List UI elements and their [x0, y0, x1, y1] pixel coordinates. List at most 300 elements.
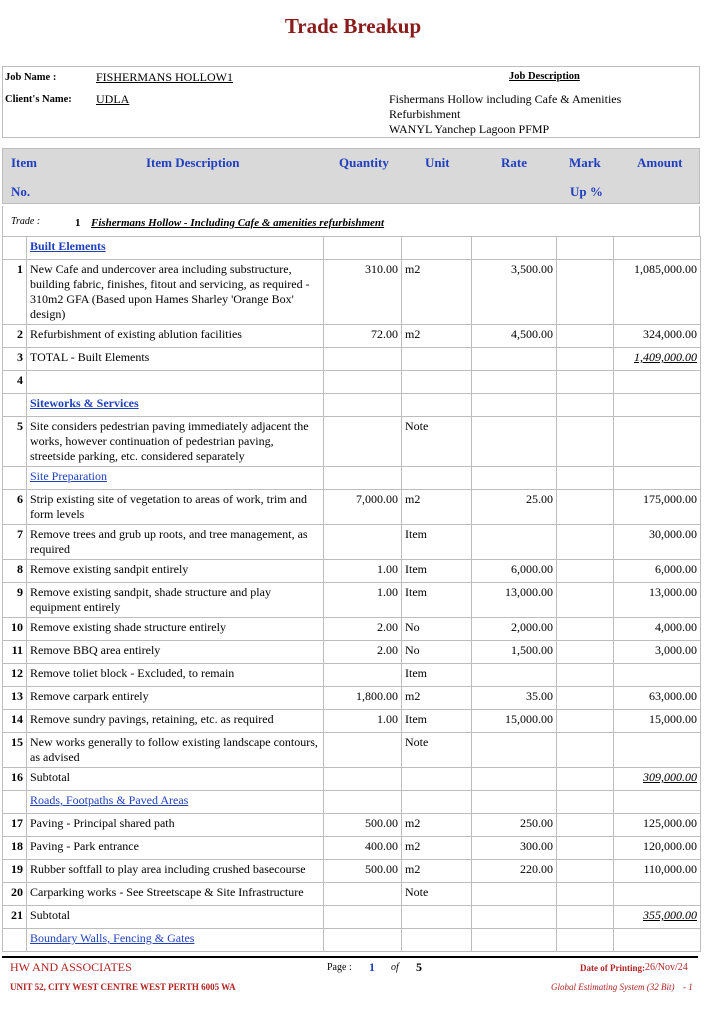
item-no-cell [3, 618, 27, 641]
rate-cell-text: 25.00 [526, 492, 553, 506]
rate-cell-text: 2,000.00 [511, 620, 553, 634]
quantity-cell [324, 733, 402, 768]
item-description-cell [27, 583, 324, 618]
unit-cell [402, 837, 472, 860]
section-heading-text: Built Elements [30, 239, 106, 253]
quantity-cell [324, 560, 402, 583]
item-no-cell [3, 525, 27, 560]
empty-cell [472, 791, 557, 814]
empty-cell [614, 237, 701, 260]
amount-cell [614, 490, 701, 525]
rate-cell-text: 1,500.00 [511, 643, 553, 657]
job-description-line: WANYL Yanchep Lagoon PFMP [389, 122, 550, 136]
quantity-cell-text: 500.00 [365, 862, 398, 876]
markup-cell [557, 525, 614, 560]
markup-cell [557, 583, 614, 618]
item-no-cell-text: 16 [11, 770, 23, 784]
unit-cell-text: Note [405, 735, 429, 749]
amount-cell [614, 733, 701, 768]
amount-cell [614, 618, 701, 641]
item-no-cell [3, 791, 27, 814]
unit-cell [402, 525, 472, 560]
quantity-cell-text: 310.00 [365, 262, 398, 276]
item-no-cell-text: 15 [11, 735, 23, 749]
unit-cell [402, 325, 472, 348]
item-no-cell-text: 20 [11, 885, 23, 899]
rate-cell [472, 814, 557, 837]
empty-cell [402, 929, 472, 952]
footer-system: Global Estimating System (32 Bit) [551, 982, 675, 992]
section-row [3, 791, 701, 814]
unit-cell [402, 260, 472, 325]
markup-cell [557, 417, 614, 467]
empty-cell [402, 394, 472, 417]
quantity-cell [324, 687, 402, 710]
quantity-cell-text: 1,800.00 [356, 689, 398, 703]
empty-cell [472, 929, 557, 952]
item-no-cell [3, 417, 27, 467]
markup-cell [557, 641, 614, 664]
markup-cell [557, 325, 614, 348]
footer-system-suffix: - 1 [683, 982, 693, 992]
item-description-cell-text: Remove toliet block - Excluded, to remain [30, 666, 235, 680]
rate-cell-text: 3,500.00 [511, 262, 553, 276]
item-description-cell-text: Remove sundry pavings, retaining, etc. as required [30, 712, 274, 726]
header-mark: Mark [569, 155, 601, 170]
item-description-cell-text: Subtotal [30, 770, 71, 784]
item-description-cell [27, 348, 324, 371]
amount-cell-text: 175,000.00 [643, 492, 697, 506]
footer-print-date: 26/Nov/24 [645, 962, 688, 973]
item-description-cell-text: Subtotal [30, 908, 71, 922]
amount-cell [614, 525, 701, 560]
unit-cell-text: Item [405, 585, 427, 599]
item-description-cell [27, 641, 324, 664]
quantity-cell-text: 1.00 [377, 712, 398, 726]
unit-cell-text: Item [405, 712, 427, 726]
item-description-cell [27, 260, 324, 325]
job-name-value: FISHERMANS HOLLOW1 [96, 70, 234, 84]
rate-cell [472, 860, 557, 883]
item-no-cell-text: 9 [17, 585, 23, 599]
section-row [3, 467, 701, 490]
markup-cell [557, 560, 614, 583]
amount-cell [614, 260, 701, 325]
item-no-cell-text: 14 [11, 712, 23, 726]
footer-rule [2, 956, 698, 958]
rate-cell [472, 641, 557, 664]
item-no-cell-text: 13 [11, 689, 23, 703]
quantity-cell-text: 1.00 [377, 585, 398, 599]
rate-cell-text: 15,000.00 [505, 712, 553, 726]
amount-cell [614, 664, 701, 687]
footer-page-total: 5 [416, 960, 422, 974]
empty-cell [557, 929, 614, 952]
table-row [3, 525, 701, 560]
job-name-label: Job Name : [5, 72, 57, 83]
unit-cell [402, 641, 472, 664]
unit-cell [402, 860, 472, 883]
unit-cell [402, 417, 472, 467]
markup-cell [557, 618, 614, 641]
header-item: Item [11, 155, 37, 170]
quantity-cell-text: 7,000.00 [356, 492, 398, 506]
item-no-cell [3, 237, 27, 260]
footer-company: HW AND ASSOCIATES [10, 960, 132, 974]
item-description-cell [27, 618, 324, 641]
item-no-cell-text: 4 [17, 373, 23, 387]
item-description-cell-text: Remove BBQ area entirely [30, 643, 161, 657]
amount-cell [614, 348, 701, 371]
unit-cell-text: m2 [405, 862, 421, 876]
markup-cell [557, 260, 614, 325]
amount-cell-text: 309,000.00 [643, 770, 697, 784]
item-description-cell-text: Paving - Principal shared path [30, 816, 175, 830]
markup-cell [557, 687, 614, 710]
amount-cell [614, 560, 701, 583]
markup-cell [557, 664, 614, 687]
rate-cell [472, 325, 557, 348]
item-no-cell [3, 560, 27, 583]
markup-cell [557, 490, 614, 525]
item-no-cell-text: 17 [11, 816, 23, 830]
header-item-no: No. [11, 184, 31, 199]
rate-cell [472, 560, 557, 583]
amount-cell [614, 371, 701, 394]
amount-cell-text: 4,000.00 [655, 620, 697, 634]
item-no-cell [3, 371, 27, 394]
quantity-cell [324, 490, 402, 525]
unit-cell-text: No [405, 620, 420, 634]
item-description-cell-text: Carparking works - See Streetscape & Site Infrastructure [30, 885, 304, 899]
item-no-cell [3, 664, 27, 687]
subsection-heading-text: Site Preparation [30, 469, 107, 483]
markup-cell [557, 371, 614, 394]
amount-cell-text: 120,000.00 [643, 839, 697, 853]
unit-cell-text: m2 [405, 492, 421, 506]
empty-cell [557, 467, 614, 490]
rate-cell [472, 768, 557, 791]
rate-cell-text: 4,500.00 [511, 327, 553, 341]
markup-cell [557, 348, 614, 371]
quantity-cell [324, 348, 402, 371]
item-description-cell-text: Remove carpark entirely [30, 689, 149, 703]
item-description-cell-text: Strip existing site of vegetation to areas of work, trim and form levels [30, 492, 307, 521]
item-no-cell [3, 710, 27, 733]
unit-cell [402, 687, 472, 710]
markup-cell [557, 814, 614, 837]
amount-cell-text: 1,085,000.00 [634, 262, 697, 276]
quantity-cell-text: 72.00 [371, 327, 398, 341]
client-name-value: UDLA [96, 92, 130, 106]
amount-cell [614, 883, 701, 906]
item-description-cell-text: Remove existing shade structure entirely [30, 620, 226, 634]
empty-cell [557, 237, 614, 260]
quantity-cell [324, 583, 402, 618]
quantity-cell [324, 906, 402, 929]
quantity-cell [324, 618, 402, 641]
item-no-cell-text: 7 [17, 527, 23, 541]
item-description-cell [27, 883, 324, 906]
quantity-cell [324, 525, 402, 560]
table-row [3, 641, 701, 664]
job-description [389, 92, 621, 137]
unit-cell [402, 733, 472, 768]
table-row [3, 490, 701, 525]
section-row [3, 929, 701, 952]
trade-heading [2, 206, 700, 236]
trade-items-body [3, 237, 701, 952]
subsection-heading [27, 467, 324, 490]
quantity-cell [324, 641, 402, 664]
item-no-cell [3, 325, 27, 348]
amount-cell [614, 583, 701, 618]
item-no-cell [3, 260, 27, 325]
item-no-cell-text: 11 [11, 643, 23, 657]
item-no-cell [3, 814, 27, 837]
unit-cell [402, 664, 472, 687]
item-no-cell [3, 860, 27, 883]
rate-cell [472, 733, 557, 768]
rate-cell-text: 220.00 [520, 862, 553, 876]
rate-cell-text: 6,000.00 [511, 562, 553, 576]
quantity-cell-text: 500.00 [365, 816, 398, 830]
empty-cell [402, 791, 472, 814]
table-row [3, 260, 701, 325]
item-no-cell [3, 490, 27, 525]
markup-cell [557, 710, 614, 733]
empty-cell [472, 237, 557, 260]
item-no-cell [3, 348, 27, 371]
markup-cell [557, 768, 614, 791]
trade-items-table [2, 236, 701, 952]
item-description-cell-text: New Cafe and undercover area including substructure, building fabric, finishes, fitout and servicing, as required - 310m2 GFA (Based upon Hames Sharley 'Orange Box' design) [30, 262, 310, 321]
quantity-cell [324, 768, 402, 791]
item-description-cell-text: Rubber softfall to play area including crushed basecourse [30, 862, 306, 876]
item-no-cell [3, 583, 27, 618]
markup-cell [557, 733, 614, 768]
table-row [3, 883, 701, 906]
rate-cell [472, 348, 557, 371]
amount-cell-text: 63,000.00 [649, 689, 697, 703]
amount-cell-text: 355,000.00 [643, 908, 697, 922]
item-description-cell [27, 417, 324, 467]
job-info-box [2, 66, 700, 138]
item-no-cell [3, 883, 27, 906]
amount-cell [614, 814, 701, 837]
section-heading-text: Siteworks & Services [30, 396, 139, 410]
item-description-cell-text: Remove trees and grub up roots, and tree management, as required [30, 527, 308, 556]
amount-cell-text: 3,000.00 [655, 643, 697, 657]
item-no-cell-text: 6 [17, 492, 23, 506]
quantity-cell [324, 371, 402, 394]
section-heading [27, 394, 324, 417]
footer-print-label: Date of Printing: [580, 963, 645, 973]
empty-cell [402, 467, 472, 490]
rate-cell [472, 490, 557, 525]
item-no-cell [3, 394, 27, 417]
unit-cell [402, 583, 472, 618]
unit-cell-text: m2 [405, 262, 421, 276]
rate-cell [472, 710, 557, 733]
item-description-cell-text: TOTAL - Built Elements [30, 350, 150, 364]
rate-cell [472, 417, 557, 467]
rate-cell [472, 883, 557, 906]
table-row [3, 664, 701, 687]
unit-cell [402, 710, 472, 733]
section-row [3, 237, 701, 260]
amount-cell-text: 13,000.00 [649, 585, 697, 599]
subsection-heading-text: Boundary Walls, Fencing & Gates [30, 931, 195, 945]
unit-cell [402, 768, 472, 791]
table-row [3, 837, 701, 860]
amount-cell [614, 768, 701, 791]
amount-cell-text: 1,409,000.00 [634, 350, 697, 364]
table-row [3, 417, 701, 467]
unit-cell-text: Note [405, 419, 429, 433]
item-description-cell [27, 710, 324, 733]
amount-cell [614, 837, 701, 860]
table-row [3, 325, 701, 348]
empty-cell [614, 467, 701, 490]
item-no-cell-text: 1 [17, 262, 23, 276]
unit-cell [402, 560, 472, 583]
rate-cell [472, 687, 557, 710]
item-no-cell-text: 12 [11, 666, 23, 680]
item-description-cell [27, 733, 324, 768]
footer-address: UNIT 52, CITY WEST CENTRE WEST PERTH 6005 WA [10, 982, 236, 992]
header-amount: Amount [637, 155, 683, 170]
table-row [3, 348, 701, 371]
rate-cell [472, 664, 557, 687]
unit-cell [402, 906, 472, 929]
unit-cell-text: m2 [405, 327, 421, 341]
section-row [3, 394, 701, 417]
amount-cell [614, 710, 701, 733]
item-no-cell-text: 5 [17, 419, 23, 433]
client-name-label: Client's Name: [5, 94, 72, 105]
table-row [3, 583, 701, 618]
quantity-cell [324, 710, 402, 733]
quantity-cell-text: 2.00 [377, 620, 398, 634]
rate-cell [472, 618, 557, 641]
rate-cell-text: 250.00 [520, 816, 553, 830]
item-description-cell-text: Site considers pedestrian paving immediately adjacent the works, however continuation of pedestrian paving, streetside parking, etc. considered separately [30, 419, 309, 463]
item-description-cell [27, 906, 324, 929]
amount-cell [614, 325, 701, 348]
unit-cell-text: m2 [405, 839, 421, 853]
rate-cell [472, 525, 557, 560]
item-description-cell [27, 837, 324, 860]
rate-cell [472, 583, 557, 618]
unit-cell-text: m2 [405, 689, 421, 703]
table-row [3, 371, 701, 394]
item-no-cell [3, 929, 27, 952]
item-no-cell-text: 3 [17, 350, 23, 364]
table-row [3, 618, 701, 641]
rate-cell [472, 837, 557, 860]
table-row [3, 710, 701, 733]
subsection-heading [27, 929, 324, 952]
amount-cell-text: 110,000.00 [643, 862, 697, 876]
amount-cell-text: 15,000.00 [649, 712, 697, 726]
table-row [3, 814, 701, 837]
unit-cell [402, 371, 472, 394]
quantity-cell-text: 2.00 [377, 643, 398, 657]
empty-cell [614, 791, 701, 814]
subsection-heading-text: Roads, Footpaths & Paved Areas [30, 793, 189, 807]
amount-cell [614, 417, 701, 467]
quantity-cell [324, 325, 402, 348]
empty-cell [472, 394, 557, 417]
amount-cell [614, 641, 701, 664]
item-description-cell-text: Refurbishment of existing ablution facilities [30, 327, 242, 341]
item-no-cell [3, 641, 27, 664]
unit-cell [402, 618, 472, 641]
table-row [3, 906, 701, 929]
quantity-cell [324, 837, 402, 860]
amount-cell-text: 324,000.00 [643, 327, 697, 341]
item-description-cell [27, 814, 324, 837]
amount-cell-text: 6,000.00 [655, 562, 697, 576]
unit-cell [402, 490, 472, 525]
markup-cell [557, 837, 614, 860]
item-description-cell-text: Remove existing sandpit entirely [30, 562, 189, 576]
amount-cell-text: 125,000.00 [643, 816, 697, 830]
item-no-cell-text: 19 [11, 862, 23, 876]
item-description-cell-text: Paving - Park entrance [30, 839, 139, 853]
unit-cell [402, 883, 472, 906]
item-no-cell-text: 18 [11, 839, 23, 853]
quantity-cell [324, 417, 402, 467]
trade-number: 1 [75, 217, 81, 229]
empty-cell [557, 394, 614, 417]
empty-cell [614, 394, 701, 417]
job-description-line: Fishermans Hollow including Cafe & Amenities [389, 92, 622, 106]
item-description-cell [27, 687, 324, 710]
table-row [3, 733, 701, 768]
item-no-cell-text: 8 [17, 562, 23, 576]
unit-cell-text: Item [405, 666, 427, 680]
item-description-cell [27, 490, 324, 525]
quantity-cell [324, 664, 402, 687]
quantity-cell-text: 400.00 [365, 839, 398, 853]
empty-cell [614, 929, 701, 952]
empty-cell [324, 237, 402, 260]
item-description-cell [27, 664, 324, 687]
quantity-cell [324, 883, 402, 906]
footer-page-label: Page : [327, 962, 352, 973]
trade-title: Fishermans Hollow - Including Cafe & amenities refurbishment [91, 217, 385, 229]
item-description-cell [27, 325, 324, 348]
table-row [3, 687, 701, 710]
item-no-cell [3, 467, 27, 490]
markup-cell [557, 883, 614, 906]
rate-cell [472, 371, 557, 394]
item-no-cell-text: 10 [11, 620, 23, 634]
item-no-cell [3, 906, 27, 929]
amount-cell-text: 30,000.00 [649, 527, 697, 541]
item-description-cell [27, 560, 324, 583]
amount-cell [614, 906, 701, 929]
empty-cell [557, 791, 614, 814]
column-header-bar [2, 148, 700, 204]
item-no-cell [3, 733, 27, 768]
table-row [3, 860, 701, 883]
footer-of-label: of [391, 962, 399, 973]
unit-cell-text: Note [405, 885, 429, 899]
amount-cell [614, 860, 701, 883]
